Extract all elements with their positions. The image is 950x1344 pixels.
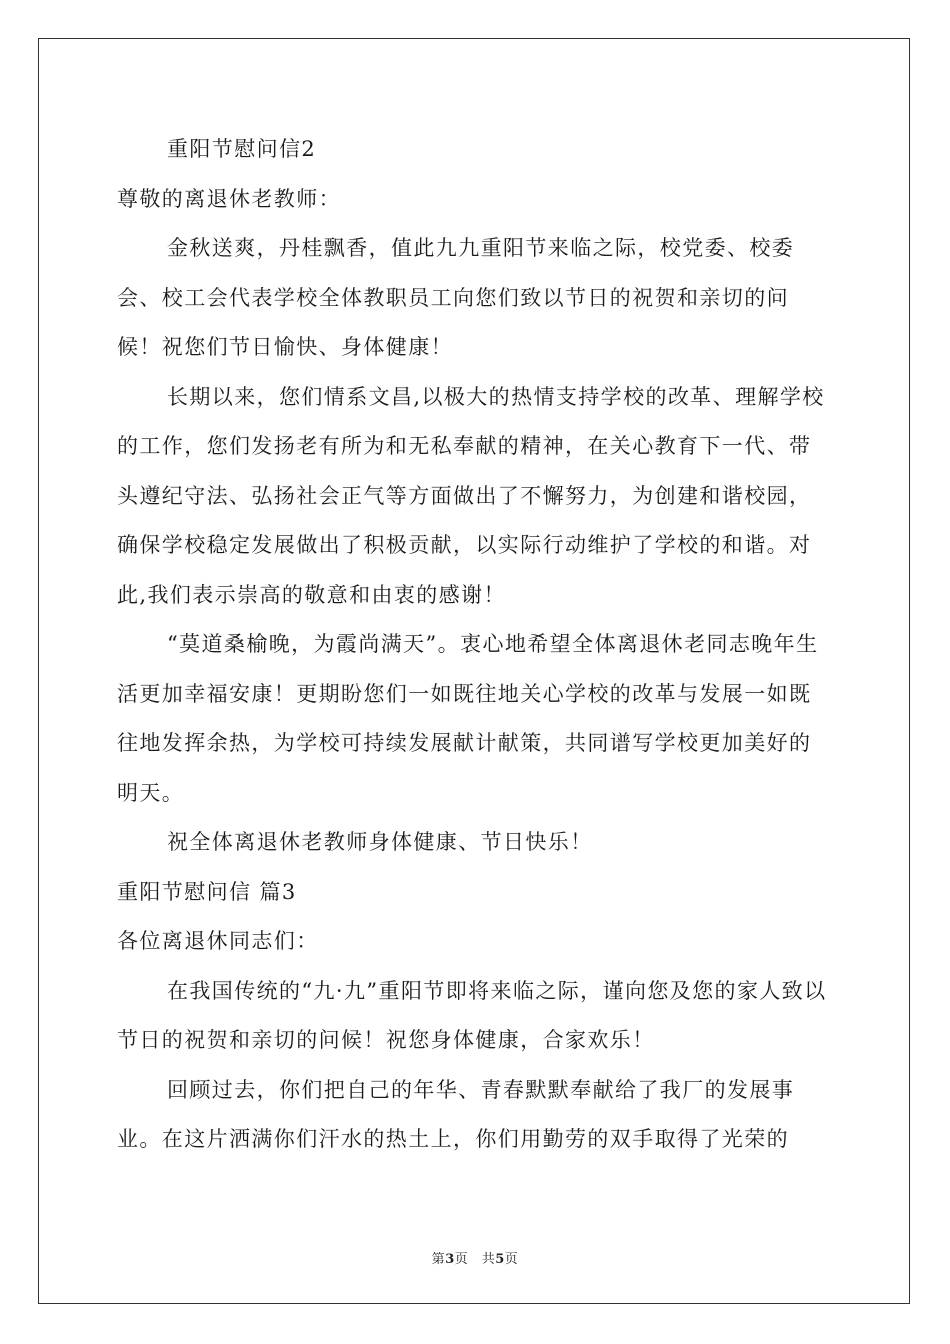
salutation: 各位离退休同志们： [117,929,319,953]
page-mid: 页 共 [454,1252,496,1267]
section-title: 重阳节慰问信2 [167,137,317,161]
section-title: 重阳节慰问信 篇3 [117,879,297,904]
document-body [117,125,833,1165]
current-page-number: 3 [445,1252,455,1267]
paragraph: 在我国传统的“九·九”重阳节即将来临之际，谨向您及您的家人致以节日的祝贺和亲切的问候！祝您身体健康，合家欢乐！ [117,978,827,1052]
page-suffix: 页 [504,1252,519,1267]
paragraph: 回顾过去，你们把自己的年华、青春默默奉献给了我厂的发展事业。在这片洒满你们汗水的热土上，你们用勤劳的双手取得了光荣的 [117,1077,795,1151]
paragraph: “莫道桑榆晚，为霞尚满天”。衷心地希望全体离退休老同志晚年生活更加幸福安康！更期盼您们一如既往地关心学校的改革与发展一如既往地发挥余热，为学校可持续发展献计献策，共同谱写学校更加美好的明天。 [117,632,819,805]
total-pages-number: 5 [495,1252,505,1267]
salutation: 尊敬的离退休老教师： [117,186,341,211]
page-footer [0,1248,950,1267]
closing-wish: 祝全体离退休老教师身体健康、节日快乐！ [167,830,593,854]
paragraph: 长期以来，您们情系文昌,以极大的热情支持学校的改革、理解学校的工作，您们发扬老有所为和无私奉献的精神，在关心教育下一代、带头遵纪守法、弘扬社会正气等方面做出了不懈努力，为创建和谐校园，确保学校稳定发展做出了积极贡献，以实际行动维护了学校的和谐。对此,我们表示崇高的敬意和由衷的感谢！ [117,384,825,607]
paragraph: 金秋送爽，丹桂飘香，值此九九重阳节来临之际，校党委、校委会、校工会代表学校全体教职员工向您们致以节日的祝贺和亲切的问候！祝您们节日愉快、身体健康！ [117,236,795,359]
page-prefix: 第 [431,1252,446,1267]
